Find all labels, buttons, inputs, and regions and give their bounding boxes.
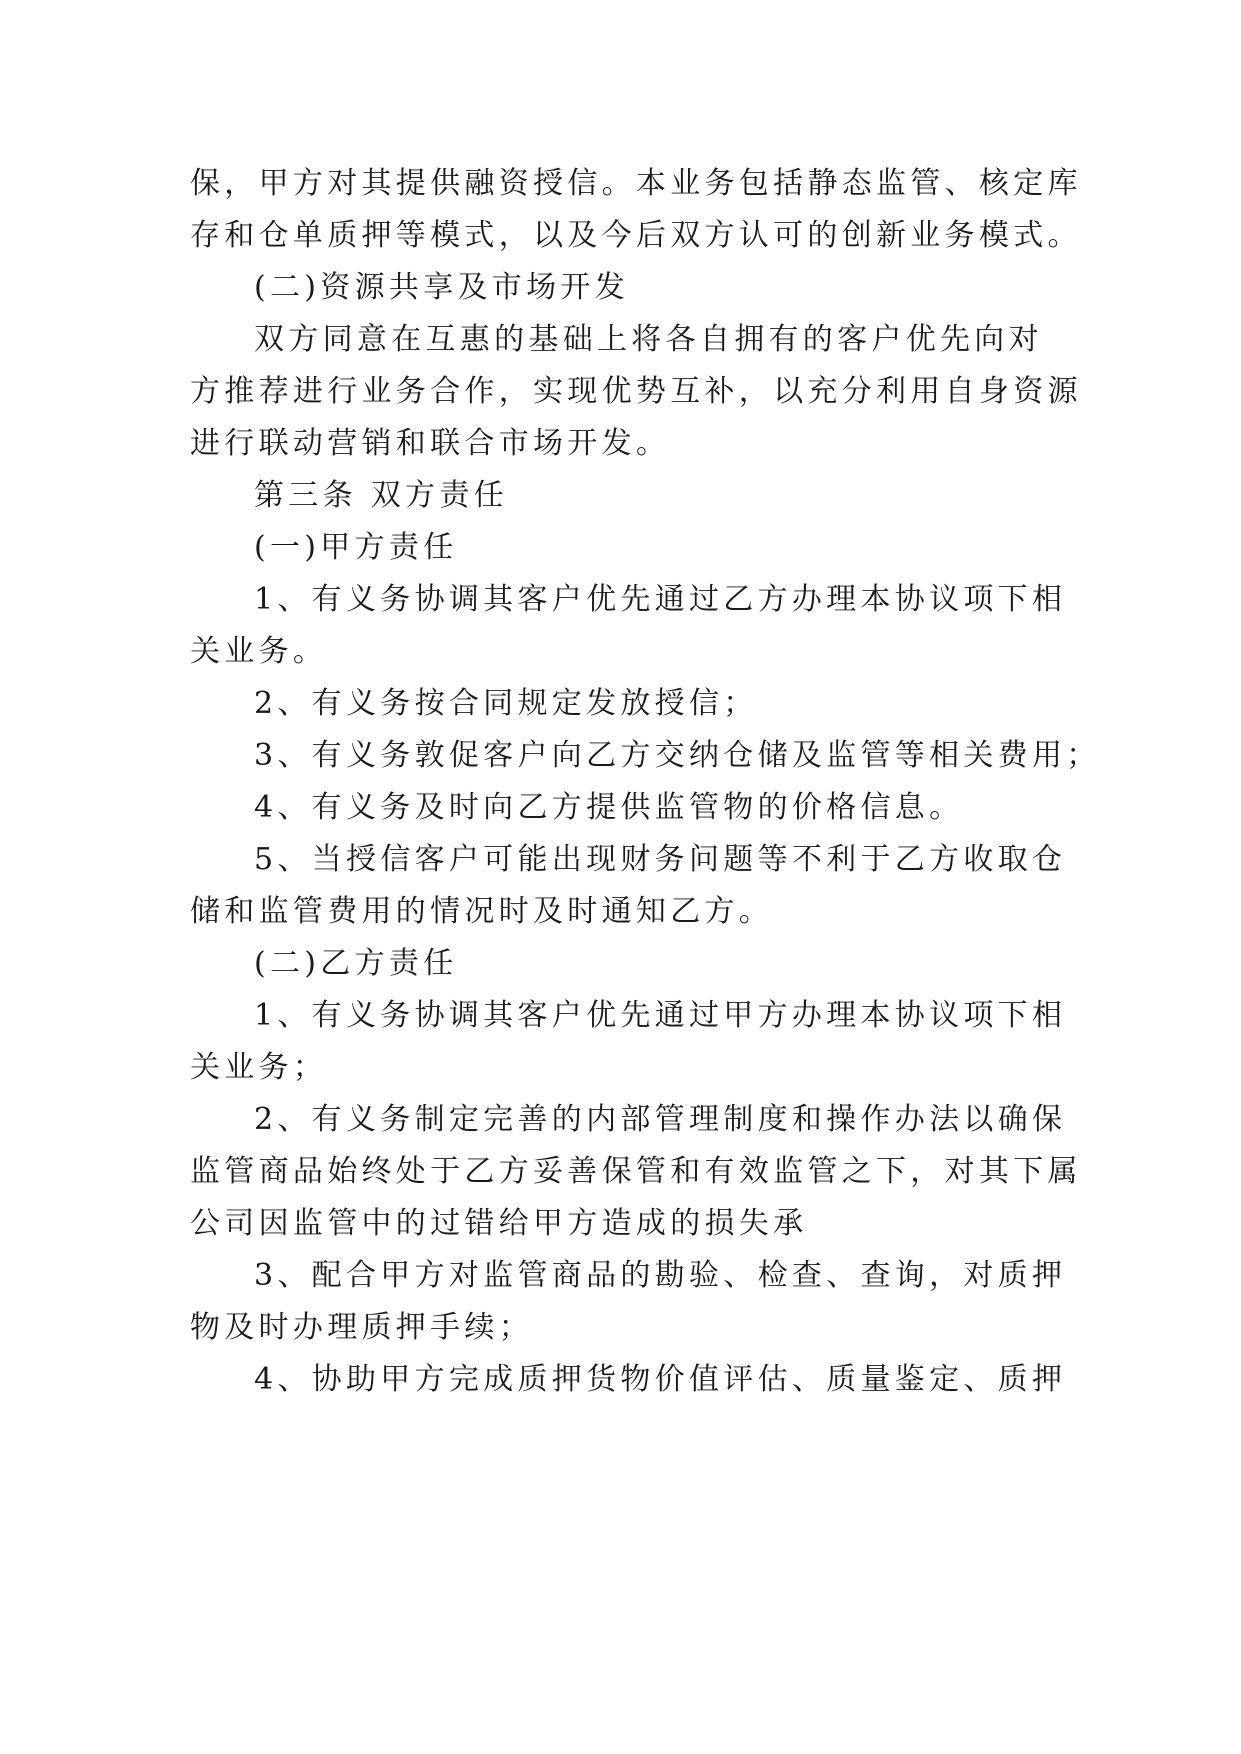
list-item-line: 关业务。 (190, 634, 328, 669)
list-item-line: 2、有义务制定完善的内部管理制度和操作办法以确保 (254, 1102, 1067, 1137)
list-item-line: 4、协助甲方完成质押货物价值评估、质量鉴定、质押 (254, 1362, 1067, 1397)
article-heading: 第三条 双方责任 (254, 478, 508, 513)
list-item-line: 公司因监管中的过错给甲方造成的损失承 (190, 1206, 808, 1241)
list-item-line: 5、当授信客户可能出现财务问题等不利于乙方收取仓 (254, 842, 1067, 877)
paragraph-line: 方推荐进行业务合作，实现优势互补，以充分利用自身资源 (190, 374, 1082, 409)
section-heading: (二)乙方责任 (254, 946, 458, 981)
list-item-line: 4、有义务及时向乙方提供监管物的价格信息。 (254, 790, 964, 825)
paragraph-line: 保，甲方对其提供融资授信。本业务包括静态监管、核定库 (190, 166, 1082, 201)
list-item-line: 1、有义务协调其客户优先通过甲方办理本协议项下相 (254, 998, 1067, 1033)
list-item-line: 关业务； (190, 1050, 328, 1085)
paragraph-line: 存和仓单质押等模式，以及今后双方认可的创新业务模式。 (190, 218, 1082, 253)
section-heading: (二)资源共享及市场开发 (254, 270, 630, 305)
list-item-line: 3、有义务敦促客户向乙方交纳仓储及监管等相关费用； (254, 738, 1101, 773)
list-item-line: 物及时办理质押手续； (190, 1310, 533, 1345)
list-item-line: 2、有义务按合同规定发放授信； (254, 686, 758, 721)
list-item-line: 监管商品始终处于乙方妥善保管和有效监管之下，对其下属 (190, 1154, 1082, 1189)
list-item-line: 1、有义务协调其客户优先通过乙方办理本协议项下相 (254, 582, 1067, 617)
list-item-line: 储和监管费用的情况时及时通知乙方。 (190, 894, 774, 929)
paragraph-line: 双方同意在互惠的基础上将各自拥有的客户优先向对 (254, 322, 1043, 357)
paragraph-line: 进行联动营销和联合市场开发。 (190, 426, 671, 461)
list-item-line: 3、配合甲方对监管商品的勘验、检查、查询，对质押 (254, 1258, 1067, 1293)
section-heading: (一)甲方责任 (254, 530, 458, 565)
